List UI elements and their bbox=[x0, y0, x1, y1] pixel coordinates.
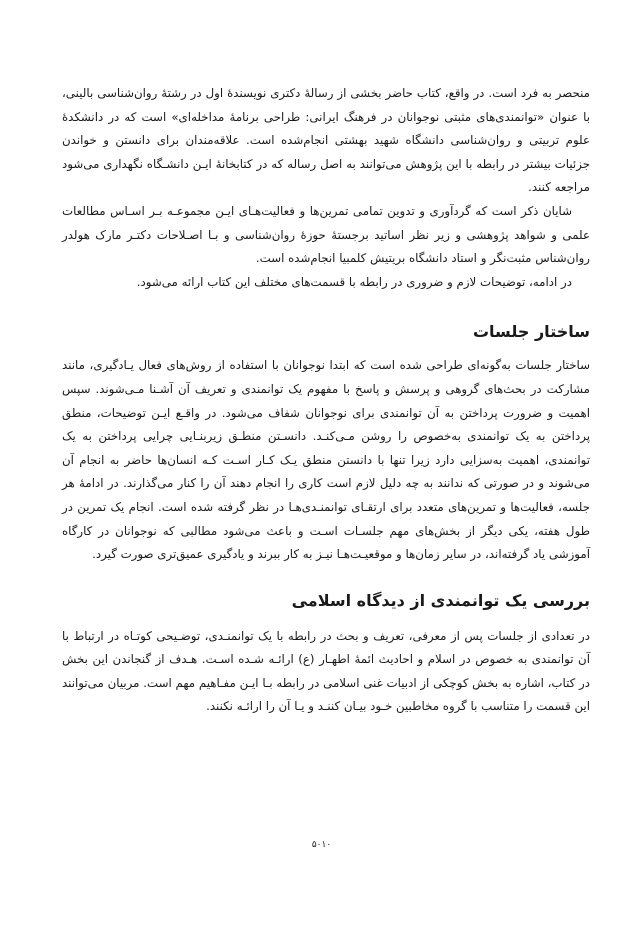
session-structure-paragraph: ساختار جلسات به‌گونه‌ای طراحی شده است که ابتدا نوجوانان با استفاده از روش‌های فعال یـادگیری، مانند مشارکت در بحث‌های گروهی و پرسش و پاسخ با مفهوم یک توانمندی و تعریف آن آشـنا مـی‌شوند. سپس اهمیت و ضرورت پرداختن به آن توانمندی برای نوجوانان شفاف می‌شود. در واقـع ایـن توضیحات، منطق پرداختن به یک توانمندی به‌خصوص را روشن مـی‌کنـد. دانسـتن منطـق زیربنـایی چرایی پرداختن به یک توانمندی، اهمیت به‌سزایی دارد زیرا تنها با دانستن منطق یـک کـار اسـت کـه انسان‌ها حاضر به انجام آن می‌شوند و در صورتی که ندانند به چه دلیل لازم است کاری را انجام دهند آن را کنار می‌گذارند. در ادامهٔ هر جلسه، فعالیت‌ها و تمرین‌های متعدد برای ارتقـای توانمنـدی‌هـا در نظر گرفته شده است. انجام یک تمرین در طول هفته، یکی دیگر از بخش‌های مهم جلسـات اسـت و باعث می‌شود مطالبی که نوجوانان در کارگاه آموزشی یاد گرفته‌اند، در سایر زمان‌ها و موقعیـت‌هـا نیـز به کار ببرند و یادگیری عمیق‌تری صورت گیرد. bbox=[62, 358, 590, 562]
intro-paragraph-1: منحصر به فرد است. در واقع، کتاب حاضر بخشی از رسالهٔ دکتری نویسندهٔ اول در رشتهٔ روان‌شناسی بالینی، با عنوان «توانمندی‌های مثبتی نوجوانان در فرهنگ ایرانی: طراحی برنامهٔ مداخله‌ای» است که در دانشکدهٔ علوم تربیتی و روان‌شناسی دانشگاه شهید بهشتی انجام‌شده است. علاقه‌مندان برای دانستن و خواندن جزئیات بیشتر در رابطه با این پژوهش می‌توانند به اصل رساله که در کتابخانهٔ ایـن دانشـگاه نگهداری می‌شود مراجعه کنند. bbox=[62, 86, 590, 195]
islamic-perspective-paragraph: در تعدادی از جلسات پس از معرفی، تعریف و بحث در رابطه با یک توانمنـدی، توضـیحی کوتـاه در ارتباط با آن توانمندی به خصوص در اسلام و احادیث ائمهٔ اطهـار (ع) ارائـه شـده اسـت. هـدف از گنجاندن این بخش در کتاب، اشاره به بخش کوچکی از ادبیات غنی اسلامی در رابطه بـا ایـن مفـاهیم مهم است. مربیان می‌توانند این قسمت را متناسب با گروه مخاطبین خـود بیـان کننـد و یـا آن را ارائـه نکنند. bbox=[61, 628, 590, 714]
intro-paragraph-2: شایان ذکر است که گردآوری و تدوین تمامی تمرین‌ها و فعالیت‌هـای ایـن مجموعـه بـر اسـاس مطالعات علمی و شواهد پژوهشی و زیر نظر اساتید برجستهٔ حوزهٔ روان‌شناسی و بـا اصـلاحات دکتـر مارک هولدر روان‌شناس مثبت‌نگر و استاد دانشگاه بریتیش کلمبیا انجام‌شده است. bbox=[62, 203, 590, 266]
page-folio: ۵۰۱۰ bbox=[311, 840, 332, 850]
intro-paragraph-3: در ادامه، توضیحات لازم و ضروری در رابطه با قسمت‌های مختلف این کتاب ارائه می‌شود. bbox=[136, 274, 572, 289]
section-heading-session-structure: ساختار جلسات bbox=[472, 322, 590, 342]
page-content bbox=[62, 82, 590, 719]
section-heading-islamic-perspective: بررسی یک توانمندی از دیدگاه اسلامی bbox=[291, 590, 590, 610]
